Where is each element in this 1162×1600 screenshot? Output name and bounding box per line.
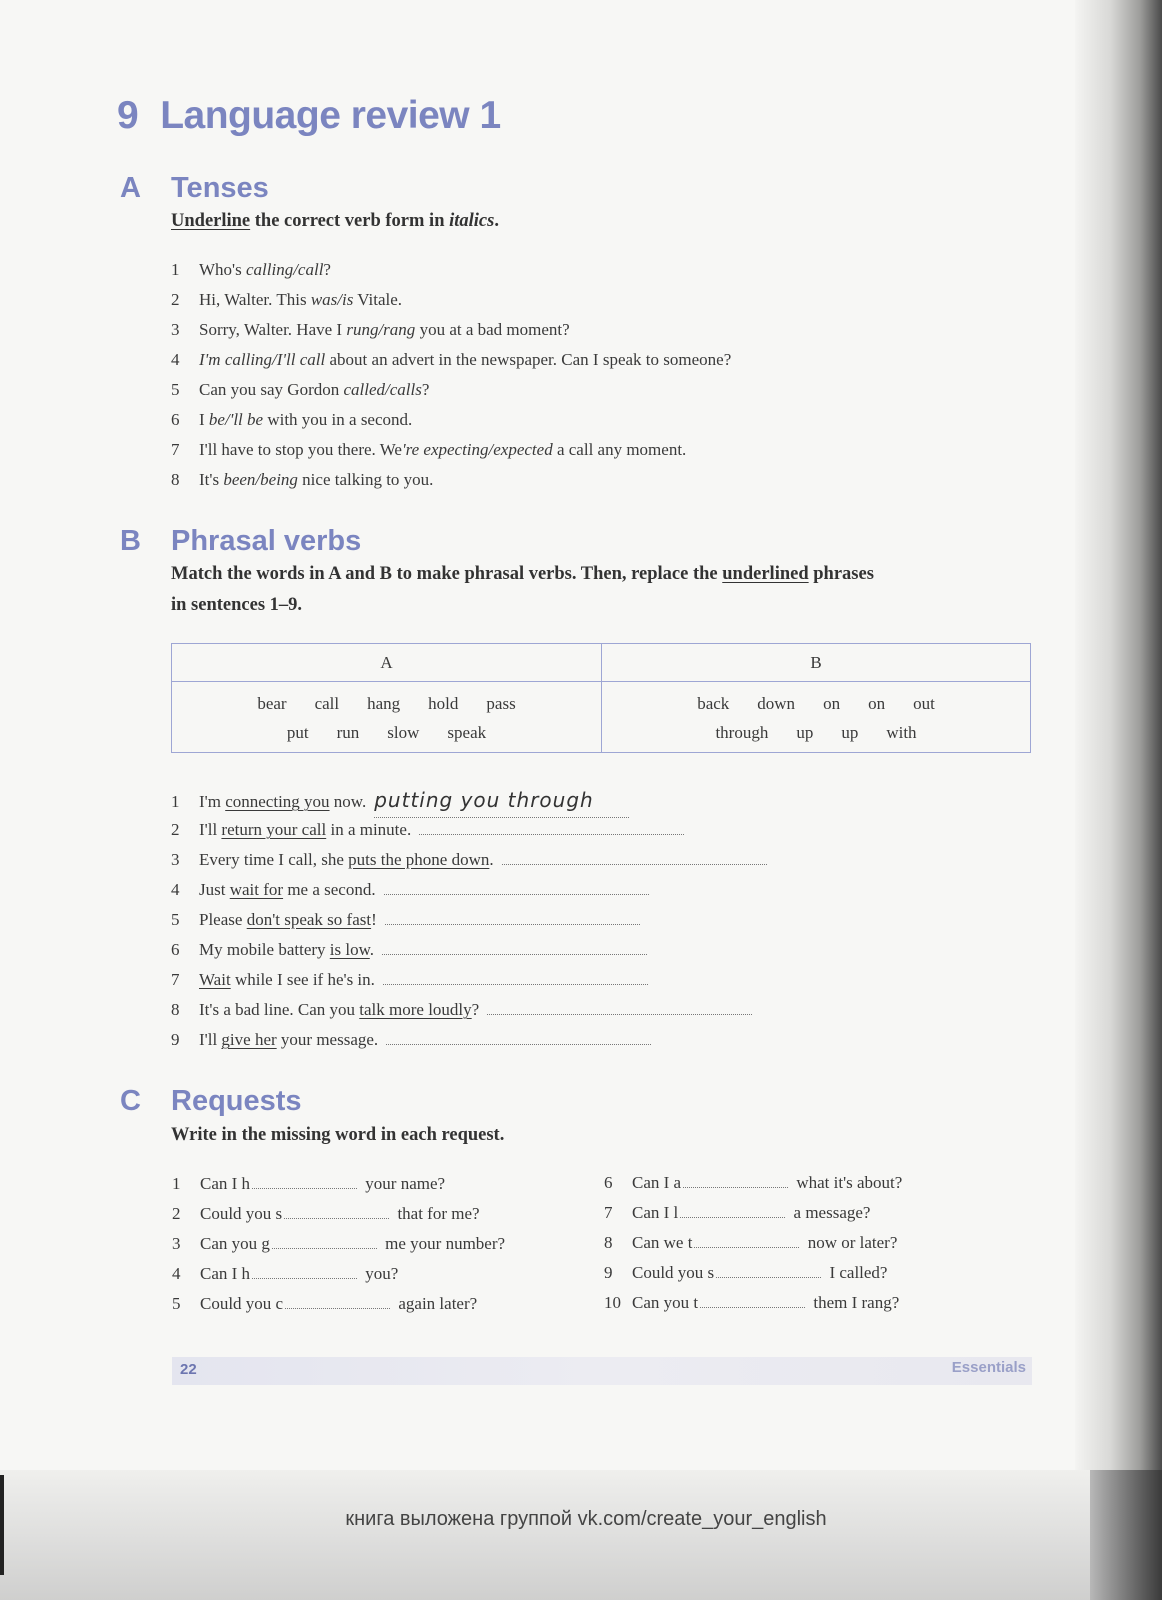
item-text: ! [371,910,377,929]
list-item [171,875,767,905]
item-text: them I rang? [809,1293,900,1312]
list-item [171,285,731,315]
answer-line[interactable] [374,785,629,818]
item-number: 7 [171,440,180,459]
answer-line[interactable] [419,819,684,835]
unit-title: Language review 1 [160,94,501,137]
verb-options: be/'ll be [208,410,264,429]
item-number: 2 [172,1204,181,1223]
answer-line[interactable] [252,1173,357,1189]
word: up [796,723,814,742]
answer-line[interactable] [285,1293,390,1309]
item-text: . [489,850,494,869]
underlined-phrase: is low [329,940,370,959]
item-text: you? [361,1264,399,1283]
item-number: 1 [172,1174,181,1193]
phrasal-verbs-table [171,643,1031,753]
table-column-b [602,644,1030,752]
unit-number: 9 [117,94,139,137]
verb-options: calling/call [245,260,324,279]
list-item [172,1229,505,1259]
list-item [604,1288,902,1318]
list-item [171,785,767,815]
item-text: I'll [199,1030,222,1049]
word: hang [367,694,401,713]
answer-line[interactable] [386,1029,651,1045]
verb-options: was/is [310,290,354,309]
item-number: 6 [171,940,180,959]
item-number: 3 [171,320,180,339]
list-item [172,1259,505,1289]
answer-line[interactable] [382,939,647,955]
item-text: what it's about? [792,1173,903,1192]
item-text: a message? [789,1203,871,1222]
underlined-phrase: Wait [199,970,231,989]
item-number: 9 [171,1030,180,1049]
item-text: me your number? [380,1234,506,1253]
underlined-phrase: connecting you [225,792,330,811]
item-text: Please [199,910,247,929]
item-text: I called? [825,1263,888,1282]
item-text: I [199,410,209,429]
item-text: Can I a [632,1173,682,1192]
list-item [604,1168,902,1198]
word: with [886,723,917,742]
list-item [172,1169,505,1199]
scan-bottom-margin [0,1470,1162,1600]
item-text: It's [199,470,224,489]
verb-options: rung/rang [346,320,416,339]
section-letter: C [120,1085,141,1117]
item-number: 7 [604,1203,613,1222]
item-number: 3 [172,1234,181,1253]
answer-line[interactable] [683,1172,788,1188]
word: bear [257,694,287,713]
item-text: me a second. [283,880,376,899]
word-row [602,718,1030,747]
item-number: 2 [171,820,180,839]
word: on [823,694,841,713]
item-text: while I see if he's in. [230,970,375,989]
item-text: nice talking to you. [297,470,434,489]
section-title: Tenses [171,172,269,204]
section-title: Requests [171,1085,302,1117]
phrasal-exercise-list [171,785,767,1055]
answer-line[interactable] [272,1233,377,1249]
answer-line[interactable] [680,1202,785,1218]
list-item [604,1228,902,1258]
list-item [171,845,767,875]
item-number: 5 [171,910,180,929]
list-item [171,315,731,345]
item-text: a call any moment. [552,440,687,459]
item-number: 7 [171,970,180,989]
underlined-phrase: give her [221,1030,277,1049]
list-item [604,1198,902,1228]
watermark-text: книга выложена группой vk.com/create_your_english [345,1508,827,1530]
list-item [171,345,731,375]
word: back [697,694,730,713]
item-number: 8 [171,470,180,489]
underlined-phrase: don't speak so fast [246,910,372,929]
book-name: Essentials [951,1359,1026,1376]
item-number: 5 [171,380,180,399]
answer-line[interactable] [383,969,648,985]
item-number: 6 [604,1173,613,1192]
page-number: 22 [180,1361,197,1378]
item-text: in a minute. [326,820,412,839]
item-text: Sorry, Walter. Have I [199,320,347,339]
item-text: Could you s [200,1204,283,1223]
answer-line[interactable] [700,1292,805,1308]
word-row [172,718,601,747]
item-text: now or later? [803,1233,898,1252]
item-number: 5 [172,1294,181,1313]
item-text: My mobile battery [199,940,330,959]
answer-line[interactable] [252,1263,357,1279]
list-item [171,995,767,1025]
item-number: 6 [171,410,180,429]
item-text: Could you c [200,1294,284,1313]
word: on [868,694,886,713]
item-text: now. [329,792,367,811]
page-title [117,94,501,138]
list-item [171,375,731,405]
list-item [171,965,767,995]
handwritten-answer: putting you through [374,788,594,812]
answer-line[interactable] [694,1232,799,1248]
section-a-instruction: Underline the correct verb form in italics. [171,211,499,231]
section-b-heading [120,525,361,558]
section-letter: A [120,172,141,204]
item-number: 1 [171,792,180,811]
item-number: 8 [171,1000,180,1019]
item-text: your name? [361,1174,446,1193]
answer-line[interactable] [716,1262,821,1278]
item-text: Can you t [632,1293,699,1312]
verb-options: 're expecting/expected [401,440,553,459]
list-item [172,1199,505,1229]
item-text: Vitale. [353,290,403,309]
section-c-instruction: Write in the missing word in each request. [171,1125,505,1145]
item-text: again later? [394,1294,478,1313]
item-text: Who's [199,260,246,279]
list-item [171,935,767,965]
word: pass [486,694,516,713]
answer-line[interactable] [385,909,640,925]
item-text: Can I h [200,1174,251,1193]
verb-options: I'm calling/I'll call [199,350,326,369]
list-item [172,1289,505,1319]
item-text: . [369,940,375,959]
list-item [171,905,767,935]
word: down [757,694,796,713]
answer-line[interactable] [502,849,767,865]
item-number: 8 [604,1233,613,1252]
item-text: you at a bad moment? [415,320,570,339]
section-c-heading [120,1085,302,1118]
list-item [604,1258,902,1288]
item-number: 4 [172,1264,181,1283]
item-text: I'll [199,820,222,839]
underlined-phrase: wait for [229,880,284,899]
page-footer [172,1357,1032,1385]
underlined-phrase: talk more loudly [359,1000,472,1019]
answer-line[interactable] [487,999,752,1015]
item-number: 10 [604,1293,621,1312]
word: out [913,694,935,713]
item-number: 9 [604,1263,613,1282]
word: through [715,723,769,742]
list-item [171,465,731,495]
section-letter: B [120,525,141,557]
answer-line[interactable] [284,1203,389,1219]
word: hold [428,694,459,713]
list-item [171,435,731,465]
item-text: Can you say Gordon [199,380,344,399]
scan-corner-shadow [1090,1470,1162,1600]
answer-line[interactable] [384,879,649,895]
item-text: Can you g [200,1234,270,1253]
item-number: 4 [171,350,180,369]
word: call [314,694,340,713]
item-text: Can I l [632,1203,679,1222]
item-number: 3 [171,850,180,869]
column-header: B [602,644,1030,682]
section-a-heading [120,172,269,205]
word: speak [447,723,487,742]
item-text: Can we t [632,1233,693,1252]
item-text: Just [199,880,230,899]
item-text: Every time I call, she [199,850,349,869]
verb-options: called/calls [343,380,422,399]
word: put [286,723,309,742]
item-number: 4 [171,880,180,899]
list-item [171,815,767,845]
book-spine-shadow [1075,0,1162,1480]
word: slow [387,723,420,742]
column-header: A [172,644,601,682]
word-row [602,689,1030,718]
item-text: Could you s [632,1263,715,1282]
item-number: 2 [171,290,180,309]
section-title: Phrasal verbs [171,525,362,557]
item-text: with you in a second. [263,410,413,429]
item-text: Hi, Walter. This [199,290,311,309]
tenses-exercise-list [171,255,731,495]
list-item [171,405,731,435]
table-column-a [172,644,602,752]
list-item [171,1025,767,1055]
item-number: 1 [171,260,180,279]
item-text: that for me? [393,1204,480,1223]
item-text: ? [421,380,430,399]
word: up [841,723,859,742]
word-row [172,689,601,718]
section-b-instruction: Match the words in A and B to make phrasal verbs. Then, replace the underlined phrases in sentences 1–9. [171,564,874,615]
item-text: It's a bad line. Can you [199,1000,360,1019]
requests-left-list [172,1169,505,1319]
requests-right-list [604,1168,902,1318]
list-item [171,255,731,285]
item-text: I'll have to stop you there. We [199,440,402,459]
underlined-phrase: return your call [221,820,327,839]
item-text: I'm [199,792,226,811]
word: run [336,723,360,742]
verb-options: been/being [223,470,298,489]
item-text: about an advert in the newspaper. Can I speak to someone? [325,350,732,369]
item-text: your message. [276,1030,379,1049]
item-text: ? [471,1000,480,1019]
underlined-phrase: puts the phone down [348,850,490,869]
item-text: Can I h [200,1264,251,1283]
item-text: ? [323,260,331,279]
